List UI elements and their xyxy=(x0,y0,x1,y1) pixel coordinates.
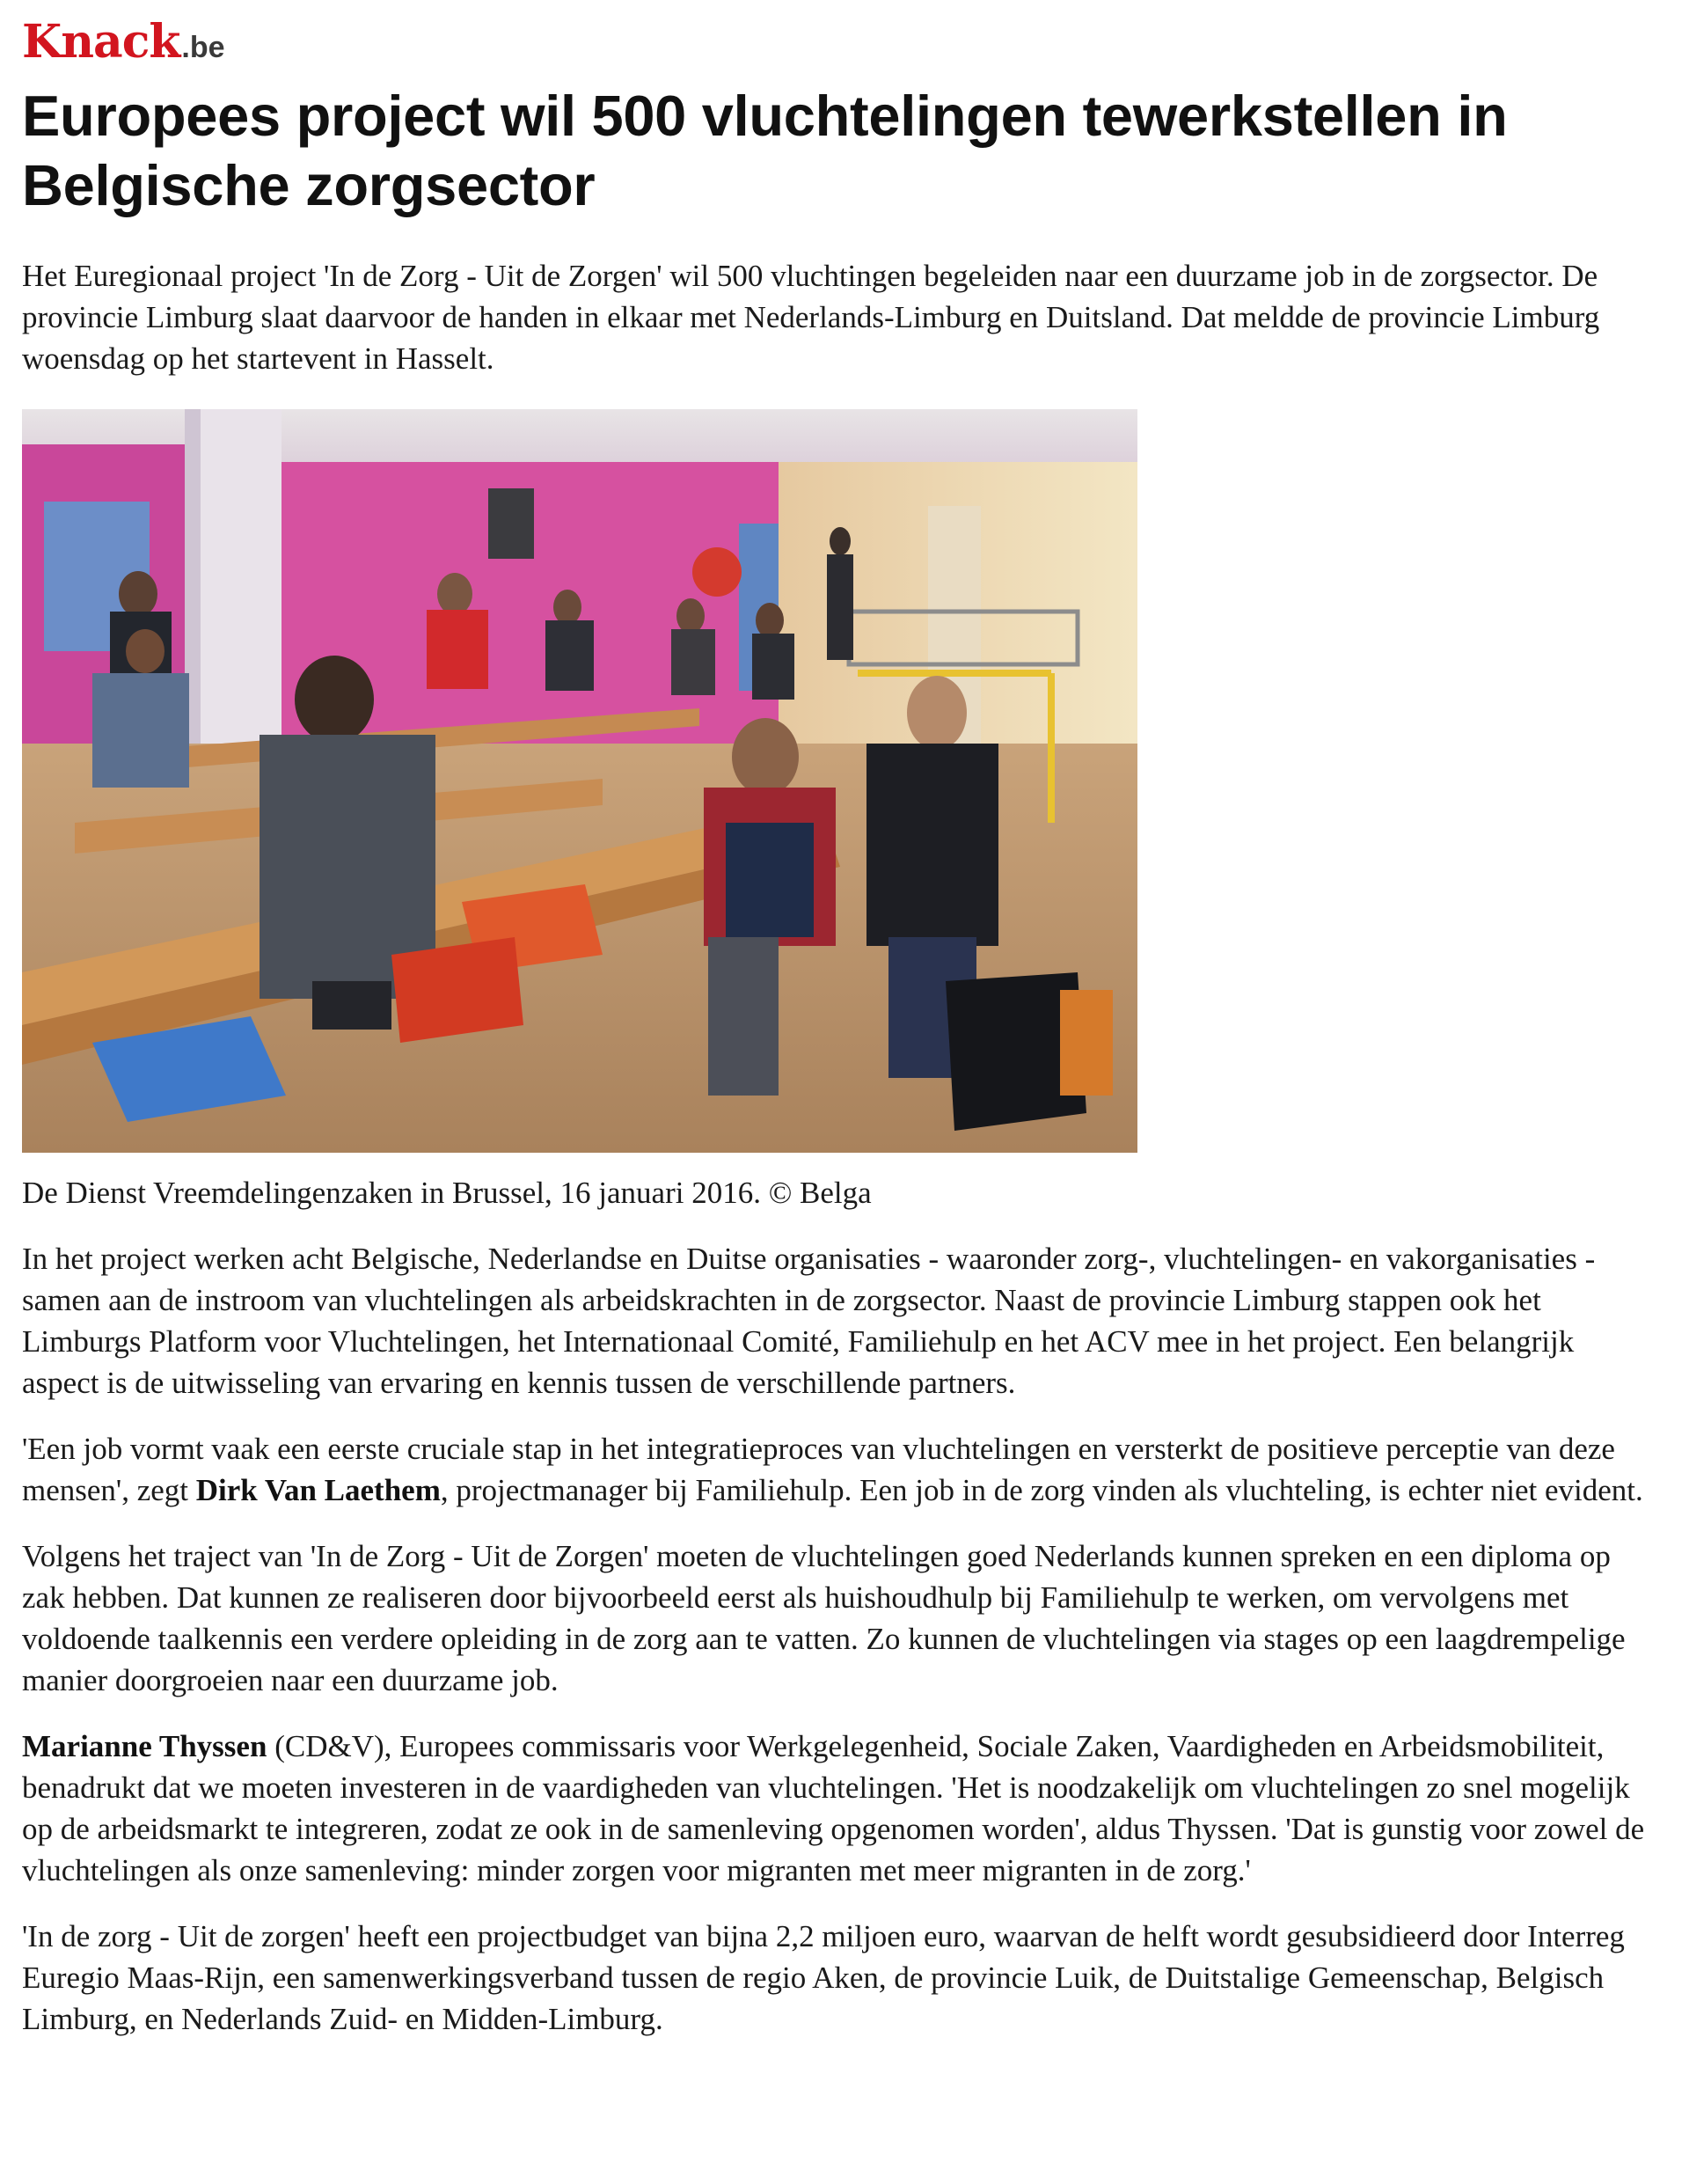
paragraph-4-text: (CD&V), Europees commissaris voor Werkgelegenheid, Sociale Zaken, Vaardigheden en Arbeidsmobiliteit, benadrukt dat we moeten investeren in de vaardigheden van vluchtelingen. 'Het is noodzakelijk om vluchtelingen zo snel mogelijk op de arbeidsmarkt te integreren, zodat ze ook in de samenleving opgenomen worden', aldus Thyssen. 'Dat is gunstig voor zowel de vluchtelingen als onze samenleving: minder zorgen voor migranten met meer migranten in de zorg.' xyxy=(22,1729,1645,1887)
body-paragraph-5: 'In de zorg - Uit de zorgen' heeft een projectbudget van bijna 2,2 miljoen euro, waarvan de helft wordt gesubsidieerd door Interreg Euregio Maas-Rijn, een samenwerkingsverband tussen de regio Aken, de provincie Luik, de Duitstalige Gemeenschap, Belgisch Limburg, en Nederlands Zuid- en Midden-Limburg. xyxy=(22,1919,1625,2036)
article-lead: Het Euregionaal project 'In de Zorg - Uit de Zorgen' wil 500 vluchtingen begeleiden naar een duurzame job in de zorgsector. De provincie Limburg slaat daarvoor de handen in elkaar met Nederlands-Limburg en Duitsland. Dat meldde de provincie Limburg woensdag op het startevent in Hasselt. xyxy=(22,259,1600,376)
person-name-dirk-van-laethem: Dirk Van Laethem xyxy=(195,1473,441,1507)
paragraph-2-text-start: 'Een job vormt vaak een eerste cruciale stap in het integratieproces van vluchtelingen en versterkt de positieve perceptie van deze mensen', zegt xyxy=(22,1432,1615,1507)
body-paragraph-3: Volgens het traject van 'In de Zorg - Uit de Zorgen' moeten de vluchtelingen goed Nederlands kunnen spreken en een diploma op zak hebben. Dat kunnen ze realiseren door bijvoorbeeld eerst als huishoudhulp bij Familiehulp te werken, om vervolgens met voldoende taalkennis een verdere opleiding in de zorg aan te vatten. Zo kunnen de vluchtelingen via stages op een laagdrempelige manier doorgroeien naar een duurzame job. xyxy=(22,1539,1626,1697)
article-photo xyxy=(22,409,1137,1153)
logo-domain: .be xyxy=(181,31,225,64)
article-headline: Europees project wil 500 vluchtelingen tewerkstellen in Belgische zorgsector xyxy=(22,84,1508,217)
body-paragraph-4 xyxy=(22,1726,1658,1891)
body-paragraph-1: In het project werken acht Belgische, Nederlandse en Duitse organisaties - waaronder zorg-, vluchtelingen- en vakorganisaties - samen aan de instroom van vluchtelingen als arbeidskrachten in de zorgsector. Naast de provincie Limburg stappen ook het Limburgs Platform voor Vluchtelingen, het Internationaal Comité, Familiehulp en het ACV mee in het project. Een belangrijk aspect is de uitwisseling van ervaring en kennis tussen de verschillende partners. xyxy=(22,1242,1596,1400)
paragraph-2-text-end: , projectmanager bij Familiehulp. Een job in de zorg vinden als vluchteling, is echter niet evident. xyxy=(440,1473,1643,1507)
site-logo[interactable] xyxy=(22,16,1658,69)
person-name-marianne-thyssen: Marianne Thyssen xyxy=(22,1729,267,1763)
photo-caption: De Dienst Vreemdelingenzaken in Brussel, 16 januari 2016. © Belga xyxy=(22,1176,872,1210)
body-paragraph-2 xyxy=(22,1428,1658,1511)
article-page xyxy=(22,16,1658,2040)
logo-wordmark: Knack xyxy=(22,15,180,69)
